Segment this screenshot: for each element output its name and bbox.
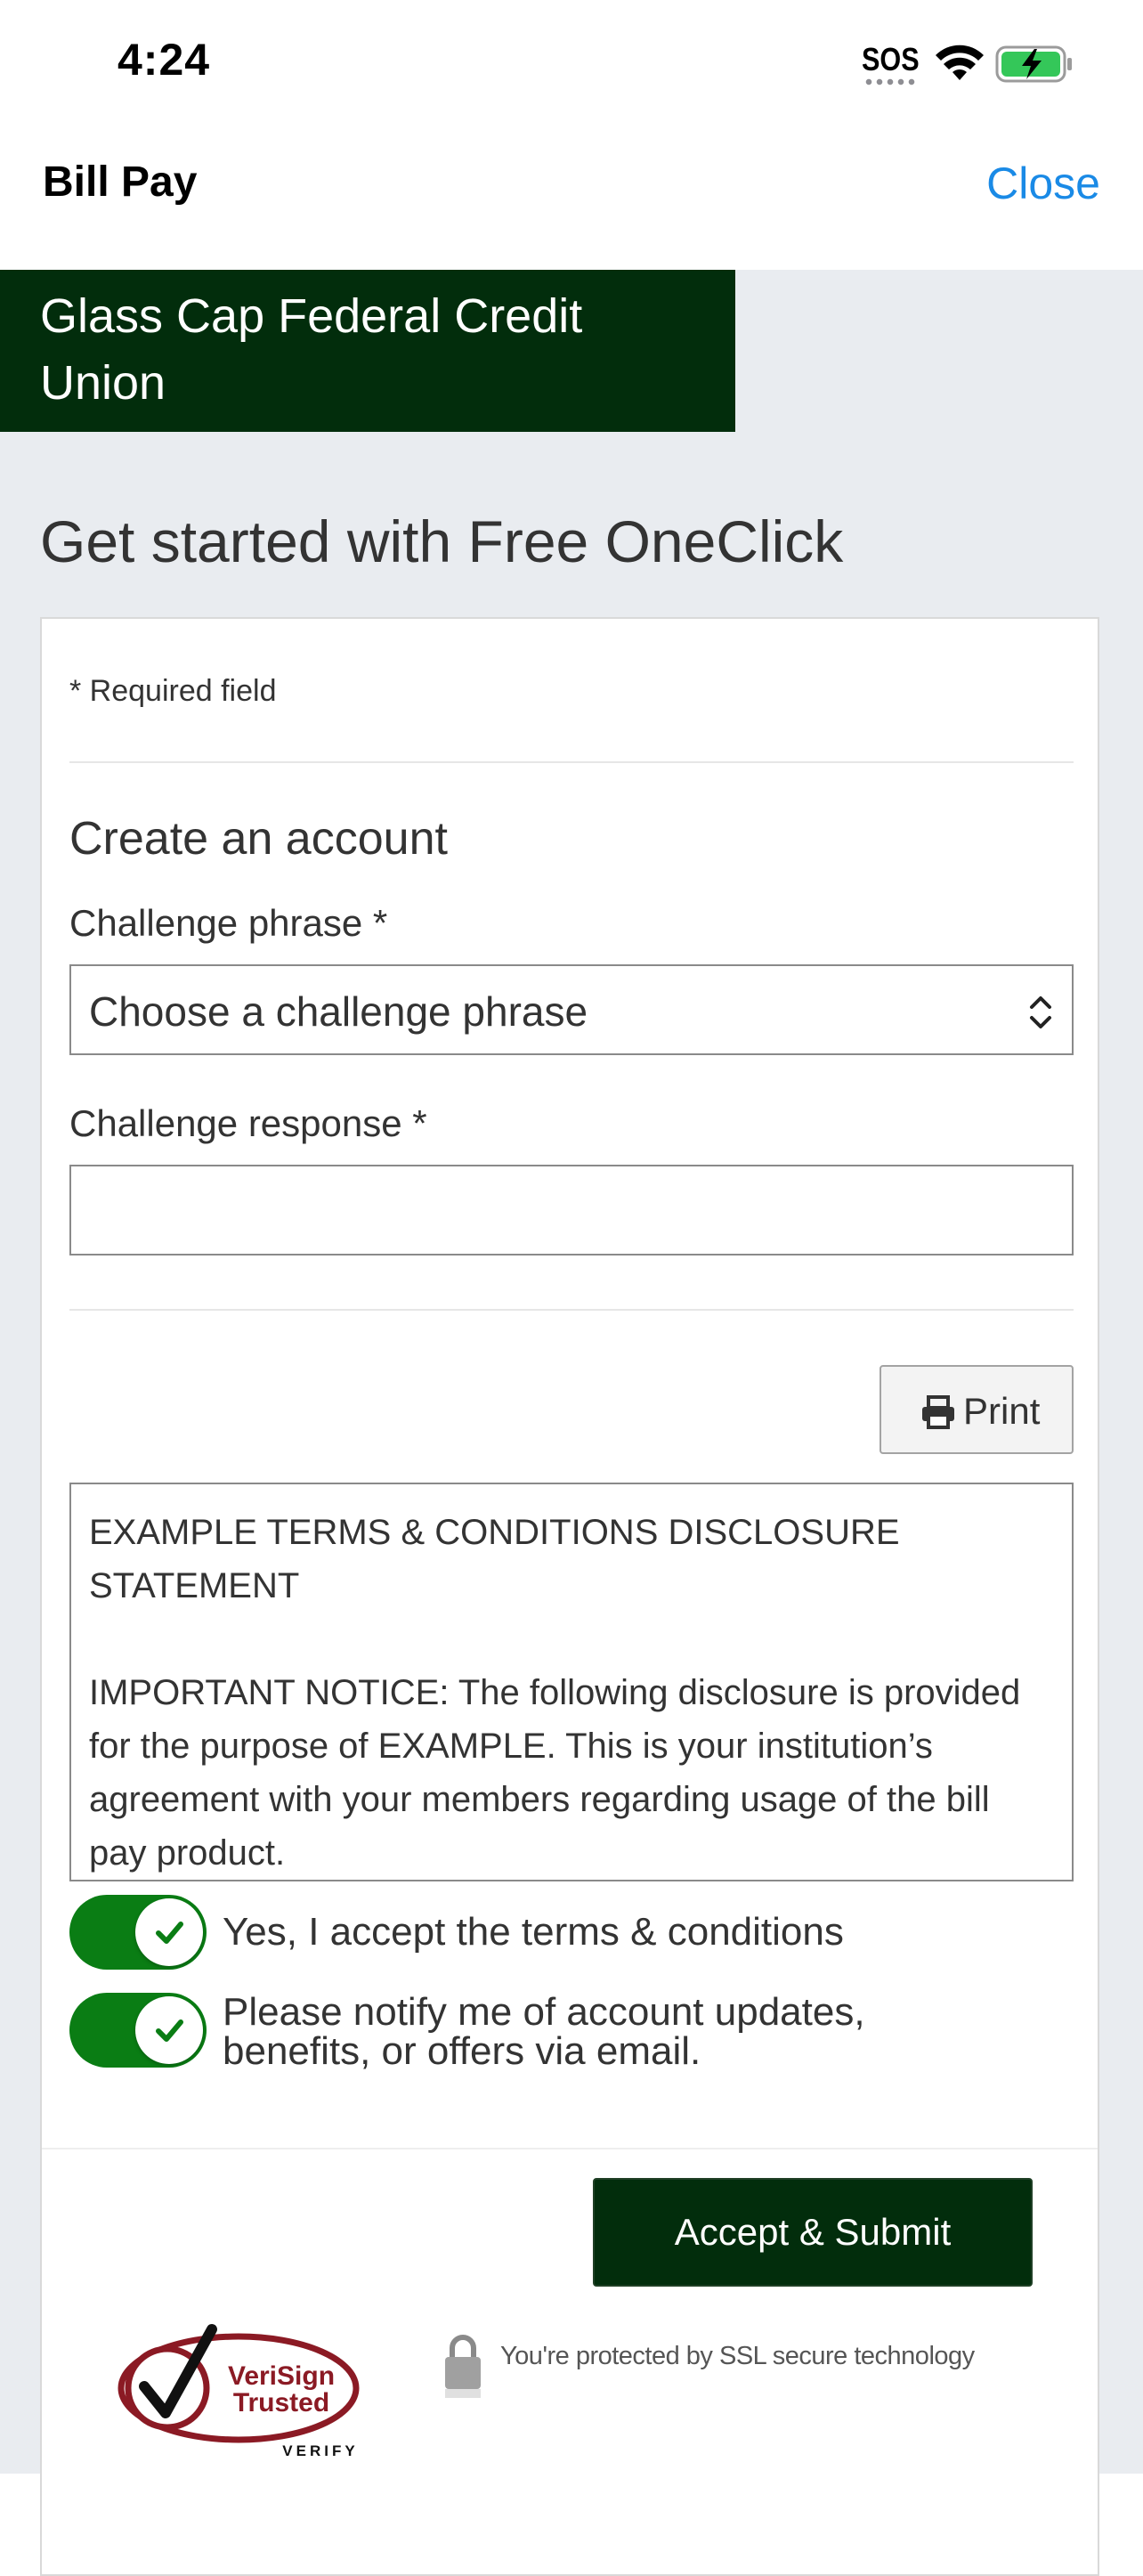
terms-heading: EXAMPLE TERMS & CONDITIONS DISCLOSURE STATEMENT (89, 1513, 900, 1605)
nav-title: Bill Pay (43, 158, 198, 206)
divider (69, 1309, 1074, 1311)
brand-name: Glass Cap Federal Credit Union (40, 289, 583, 410)
battery-charging-icon (995, 45, 1074, 84)
divider (42, 2148, 1098, 2149)
checkmark-icon (151, 1914, 187, 1950)
status-bar (0, 0, 1143, 134)
close-button[interactable]: Close (986, 158, 1100, 208)
signal-dots-icon (863, 78, 919, 85)
challenge-phrase-select[interactable] (69, 964, 1074, 1055)
lock-icon (442, 2330, 484, 2401)
ssl-notice: You're protected by SSL secure technology (500, 2342, 975, 2370)
accept-submit-button[interactable]: Accept & Submit (593, 2178, 1033, 2287)
verisign-line2: Trusted (232, 2388, 330, 2418)
challenge-phrase-selected: Choose a challenge phrase (89, 988, 588, 1035)
terms-body: IMPORTANT NOTICE: The following disclosure is provided for the purpose of EXAMPLE. This is your institution’s agreement with your members regarding usage of the bill pay product. (89, 1673, 1021, 1873)
accept-terms-toggle[interactable] (69, 1895, 207, 1970)
verisign-line1: VeriSign (227, 2361, 336, 2391)
terms-scroll-box[interactable] (69, 1483, 1074, 1881)
print-button[interactable] (880, 1365, 1074, 1454)
toggle-knob (135, 1898, 203, 1966)
status-time: 4:24 (118, 35, 211, 85)
challenge-response-label: Challenge response * (69, 1102, 427, 1144)
chevron-up-down-icon (1025, 993, 1056, 1032)
notify-email-toggle[interactable] (69, 1993, 207, 2068)
toggle-knob (135, 1996, 203, 2064)
verisign-verify: VERIFY (282, 2442, 359, 2459)
printer-icon (920, 1395, 956, 1429)
challenge-response-input[interactable] (69, 1165, 1074, 1255)
page-title: Get started with Free OneClick (40, 508, 844, 574)
verisign-trusted-badge[interactable] (114, 2313, 381, 2461)
notify-email-label: Please notify me of account updates, benefits, or offers via email. (223, 1990, 865, 2073)
divider (69, 761, 1074, 763)
challenge-phrase-label: Challenge phrase * (69, 902, 388, 944)
section-title: Create an account (69, 813, 448, 865)
accept-terms-label: Yes, I accept the terms & conditions (223, 1910, 844, 1954)
required-field-note: * Required field (69, 674, 277, 708)
print-label: Print (963, 1390, 1041, 1432)
wifi-icon (935, 41, 985, 82)
checkmark-icon (151, 2012, 187, 2048)
sos-indicator: SOS (862, 41, 920, 77)
